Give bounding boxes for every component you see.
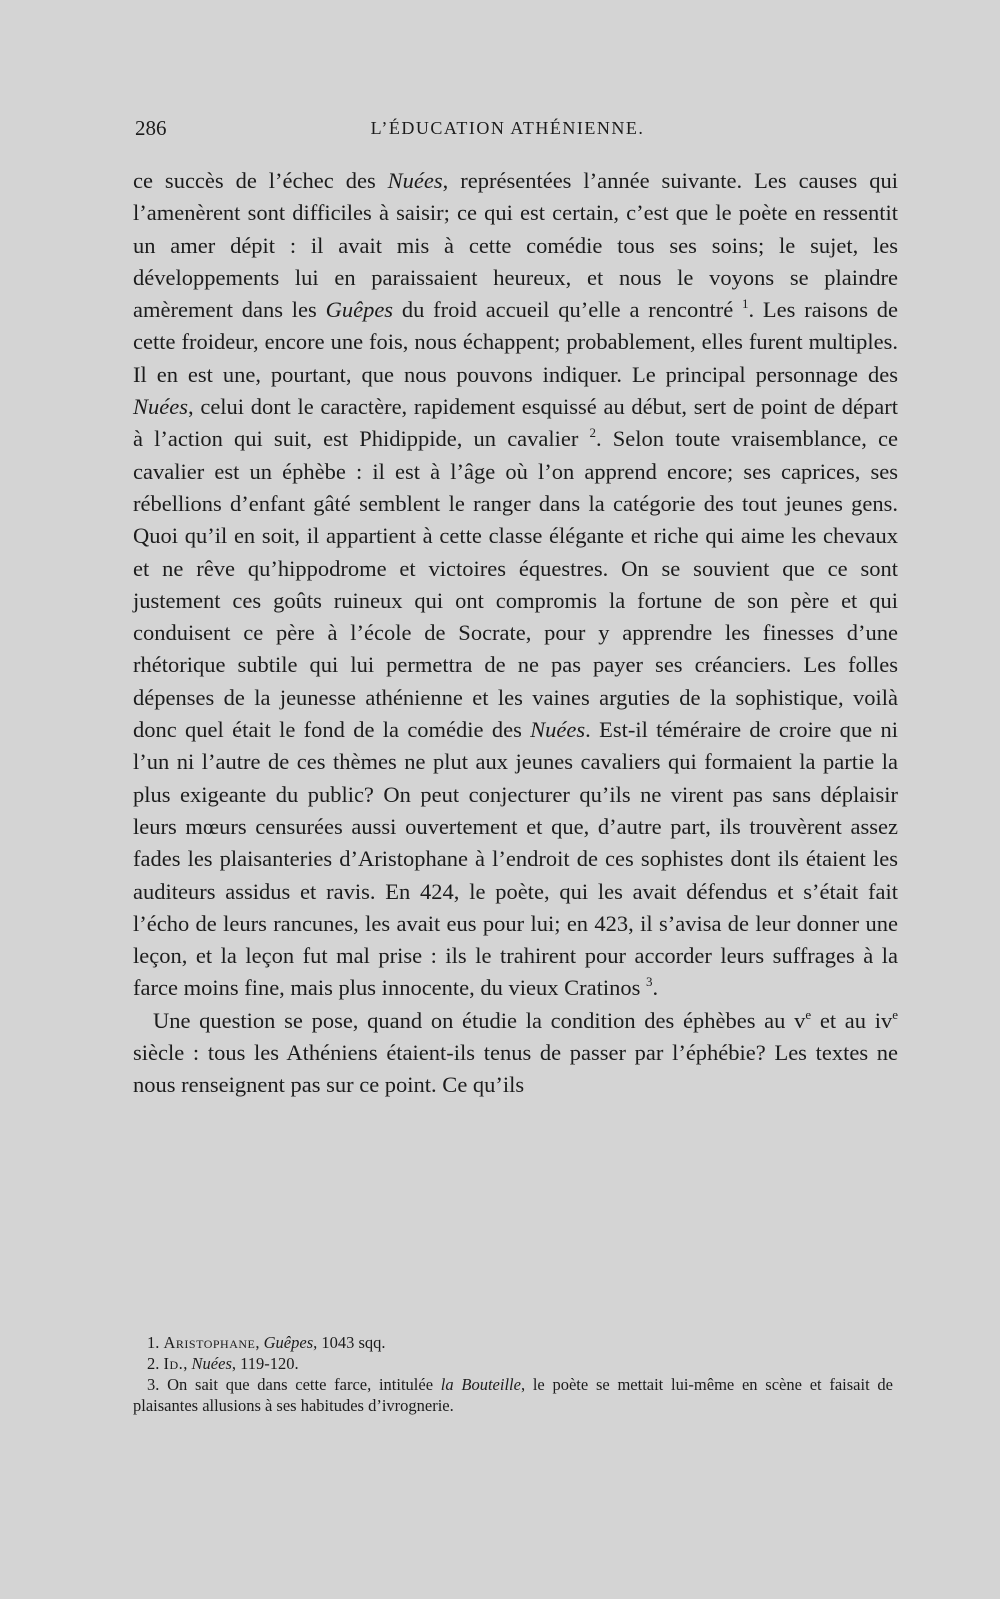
text-run: ,: [255, 1333, 264, 1352]
footnote: [133, 1332, 893, 1353]
note-reference: e: [805, 1006, 812, 1022]
note-reference: 1: [742, 296, 749, 312]
text-run: du froid accueil qu’elle a rencontré: [393, 297, 742, 323]
text-run: , celui dont le caractère, rapidement esquissé au début, sert de point de départ à l’action qui suit, est Phidippide, un cavalier: [133, 394, 898, 452]
text-run: Une question se pose, quand on étudie la condition des éphèbes au v: [153, 1007, 806, 1033]
footnote: [133, 1374, 893, 1416]
note-reference: 3: [646, 974, 653, 990]
page-header: [135, 116, 880, 148]
text-run: , 1043 sqq.: [313, 1333, 386, 1352]
italic-text: Guêpes: [325, 297, 394, 323]
text-run: .: [652, 975, 659, 1001]
text-run: ,: [183, 1354, 192, 1373]
italic-text: Nuées: [387, 168, 443, 193]
italic-text: Nuées: [133, 394, 188, 420]
text-run: , le poète se mettait lui-même en scène et faisait de plaisantes allusions à ses habitudes d’ivrognerie.: [133, 1375, 893, 1415]
footnotes: [133, 1332, 893, 1416]
note-reference: e: [892, 1006, 898, 1022]
text-run: . Selon toute vraisemblance, ce cavalier est un éphèbe : il est à l’âge où l’on apprend encore; ses caprices, ses rébellions d’enfant gâté semblent le ranger dans la catégorie des tout jeunes gens. Quoi qu’il en soit, il appartient à cette classe élégante et riche qui aime les chevaux et ne rêve qu’hippodrome et victoires équestres. On se souvient que ce sont justement ces goûts ruineux qui ont compromis la fortune de son père et qui conduisent ce père à l’école de Socrate, pour y apprendre les finesses d’une rhétorique subtile qui lui permettra de ne pas payer ses créanciers. Les folles dépenses de la jeunesse athénienne et les vaines arguties de la sophistique, voilà donc quel était le fond de la comédie des: [133, 426, 898, 743]
body-text: [133, 165, 898, 1102]
text-run: siècle : tous les Athéniens étaient-ils tenus de passer par l’éphébie? Les textes ne nous renseignent pas sur ce point. Ce qu’ils: [133, 1040, 898, 1098]
paragraph: [133, 165, 898, 1005]
text-run: 2.: [147, 1354, 164, 1373]
text-run: et au iv: [811, 1007, 893, 1033]
italic-text: Guêpes: [263, 1333, 314, 1352]
footnote: [133, 1353, 893, 1374]
text-run: ce succès de l’échec des: [133, 168, 388, 193]
author-name: Id.: [163, 1354, 184, 1373]
text-run: , représentées l’année suivante. Les causes qui l’amenèrent sont difficiles à saisir; ce qui est certain, c’est que le poète en ressentit un amer dépit : il avait mis à cette comédie tous ses soins; le sujet, les développements lui en paraissaient heureux, et nous le voyons se plaindre amèrement dans les: [133, 168, 899, 323]
page-number: 286: [135, 116, 167, 140]
italic-text: Nuées: [191, 1354, 232, 1373]
text-run: 3. On sait que dans cette farce, intitulée: [147, 1375, 441, 1394]
text-run: 1.: [147, 1333, 164, 1352]
paragraph: [133, 1005, 898, 1102]
text-run: , 119-120.: [231, 1354, 299, 1373]
author-name: Aristophane: [163, 1333, 256, 1352]
text-run: . Est-il téméraire de croire que ni l’un ni l’autre de ces thèmes ne plut aux jeunes cavaliers qui formaient la partie la plus exigeante du public? On peut conjecturer qu’ils ne virent pas sans déplaisir leurs mœurs censurées aussi ouvertement et que, d’autre part, ils trouvèrent assez fades les plaisanteries d’Aristophane à l’endroit de ces sophistes dont ils étaient les auditeurs assidus et ravis. En 424, le poète, qui les avait défendus et s’était fait l’écho de leurs rancunes, les avait eus pour lui; en 423, il s’avisa de leur donner une leçon, et la leçon fut mal prise : ils le trahirent pour accorder leurs suffrages à la farce moins fine, mais plus innocente, du vieux Cratinos: [133, 717, 898, 1001]
running-title: L’ÉDUCATION ATHÉNIENNE.: [370, 118, 645, 138]
text-run: . Les raisons de cette froideur, encore une fois, nous échappent; probablement, elles furent multiples. Il en est une, pourtant, que nous pouvons indiquer. Le principal personnage des: [133, 297, 898, 387]
note-reference: 2: [589, 425, 597, 441]
italic-text: Nuées: [530, 717, 586, 743]
italic-text: la Bouteille: [440, 1375, 521, 1394]
